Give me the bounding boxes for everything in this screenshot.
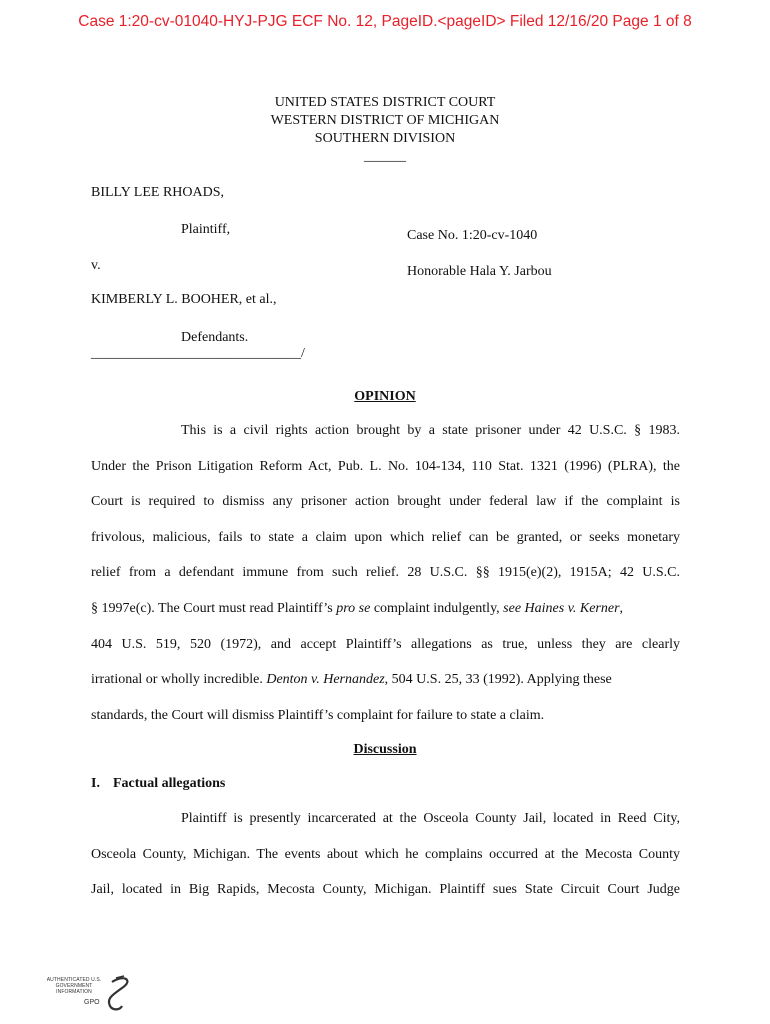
line-text: irrational or wholly incredible. [91, 672, 267, 688]
gpo-seal-mark: GPO [84, 999, 100, 1006]
ecf-filing-header: Case 1:20-cv-01040-HYJ-PJG ECF No. 12, PageID.<pageID> Filed 12/16/20 Page 1 of 8 [78, 13, 692, 30]
opinion-heading: OPINION [354, 389, 416, 404]
division-name: SOUTHERN DIVISION [314, 131, 456, 146]
district-name: WESTERN DISTRICT OF MICHIGAN [270, 113, 500, 128]
plaintiff-role: Plaintiff, [181, 222, 231, 237]
opinion-paragraph [91, 413, 680, 733]
gpo-seal-text: AUTHENTICATED U.S. GOVERNMENT INFORMATION [46, 977, 102, 995]
defendant-name: KIMBERLY L. BOOHER, et al., [91, 292, 277, 307]
section-title: Factual allegations [113, 776, 226, 791]
facts-paragraph [91, 801, 680, 908]
paragraph-line: 404 U.S. 519, 520 (1972), and accept Plaintiff’s allegations as true, unless they are clearly [91, 636, 680, 652]
court-caption-heading [0, 94, 770, 166]
judge-name: Honorable Hala Y. Jarbou [407, 264, 552, 279]
line-text: , [619, 600, 624, 616]
paragraph-line: frivolous, malicious, fails to state a claim upon which relief can be granted, or seeks monetary [91, 529, 680, 545]
paragraph-line [91, 662, 680, 698]
paragraph-line: Under the Prison Litigation Reform Act, Pub. L. No. 104-134, 110 Stat. 1321 (1996) (PLRA), the [91, 458, 680, 474]
paragraph-line: Court is required to dismiss any prisoner action brought under federal law if the complaint is [91, 494, 680, 510]
denton-citation: Denton v. Hernandez [266, 672, 385, 688]
paragraph-line [91, 591, 680, 627]
line-text: complaint indulgently, [370, 600, 504, 616]
paragraph-line: Osceola County, Michigan. The events about which he complains occurred at the Mecosta County [91, 846, 680, 862]
heading-rule: ______ [364, 149, 406, 164]
haines-citation: see Haines v. Kerner [503, 600, 620, 616]
versus: v. [91, 258, 101, 273]
line-text: § 1997e(c). The Court must read Plaintiff’s [91, 600, 337, 616]
section-number: I. [91, 776, 100, 791]
paragraph-line: standards, the Court will dismiss Plaintiff’s complaint for failure to state a claim. [91, 707, 545, 723]
paragraph-line: relief from a defendant immune from such relief. 28 U.S.C. §§ 1915(e)(2), 1915A; 42 U.S.C. [91, 565, 680, 581]
section-heading [91, 776, 225, 792]
line-text: , 504 U.S. 25, 33 (1992). Applying these [384, 672, 612, 688]
paragraph-line: This is a civil rights action brought by a state prisoner under 42 U.S.C. § 1983. [181, 423, 680, 438]
discussion-heading: Discussion [353, 742, 417, 757]
plaintiff-name: BILLY LEE RHOADS, [91, 185, 225, 200]
court-name: UNITED STATES DISTRICT COURT [274, 95, 496, 110]
paragraph-line: Jail, located in Big Rapids, Mecosta County, Michigan. Plaintiff sues State Circuit Court Judge [91, 882, 680, 898]
pro-se-term: pro se [336, 600, 371, 616]
case-number: Case No. 1:20-cv-1040 [407, 228, 538, 243]
caption-closing-rule: ______________________________/ [91, 346, 305, 361]
paragraph-line: Plaintiff is presently incarcerated at the Osceola County Jail, located in Reed City, [181, 811, 680, 826]
defendant-role: Defendants. [181, 330, 249, 345]
